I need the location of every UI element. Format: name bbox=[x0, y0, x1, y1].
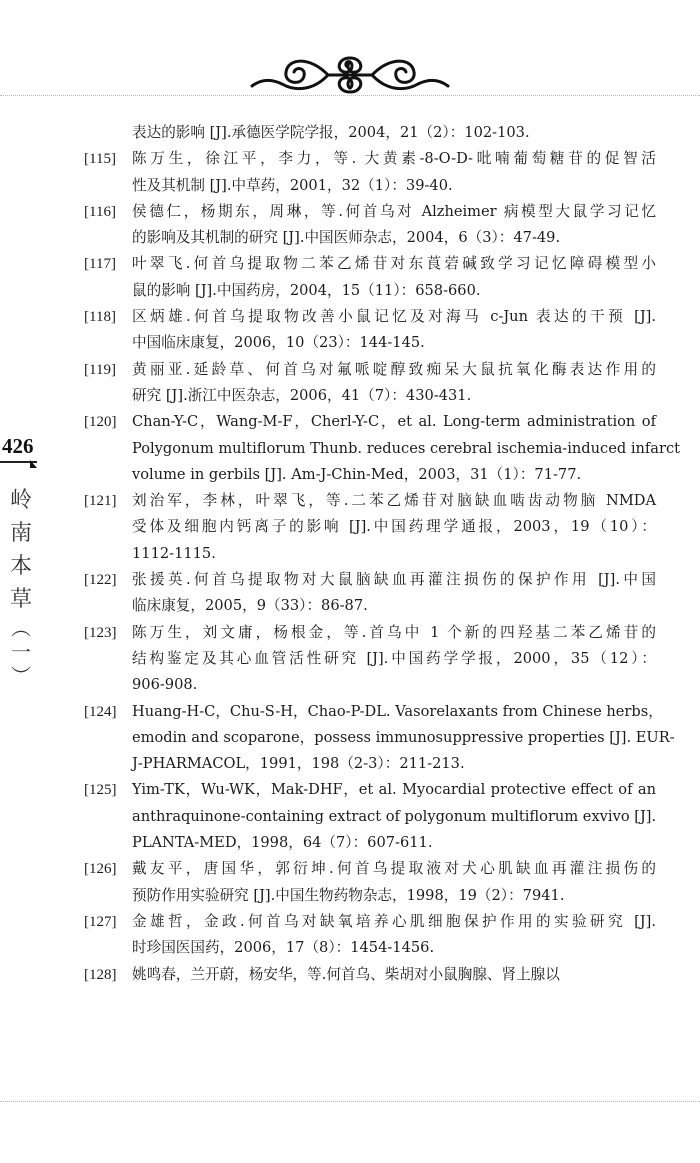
reference-number: [115] bbox=[84, 151, 116, 168]
reference-item bbox=[84, 620, 656, 699]
reference-line: 的影响及其机制的研究 [J].中国医师杂志，2004，6（3）：47-49. bbox=[132, 229, 561, 247]
reference-line: 刘治军，李林，叶翠飞，等.二苯乙烯苷对脑缺血啮齿动物脑 NMDA bbox=[132, 492, 656, 510]
reference-list bbox=[84, 120, 681, 988]
reference-line: Chan-Y-C，Wang-M-F，Cherl-Y-C，et al. Long-term administration of bbox=[132, 413, 656, 431]
reference-line: 金雄哲，金政.何首乌对缺氧培养心肌细胞保护作用的实验研究 [J]. bbox=[132, 912, 656, 930]
reference-line: 姚鸣春，兰开蔚，杨安华，等.何首乌、柴胡对小鼠胸腺、肾上腺以 bbox=[132, 965, 560, 983]
reference-line: 临床康复，2005，9（33）：86-87. bbox=[132, 597, 368, 615]
reference-item bbox=[84, 909, 656, 962]
volume-char: ︵ bbox=[11, 616, 31, 640]
reference-line: anthraquinone-containing extract of polygonum multiflorum exvivo [J]. bbox=[132, 807, 657, 825]
reference-line: Polygonum multiflorum Thunb. reduces cerebral ischemia-induced infarct bbox=[132, 439, 681, 457]
reference-line: 陈万生，徐江平，李力，等. 大黄素-8-O-D-吡喃葡萄糖苷的促智活 bbox=[132, 150, 656, 168]
reference-line: 时珍国医国药，2006，17（8）：1454-1456. bbox=[132, 939, 435, 957]
reference-number: [121] bbox=[84, 493, 117, 510]
reference-number: [120] bbox=[84, 414, 117, 431]
reference-line: 表达的影响 [J].承德医学院学报，2004，21（2）：102-103. bbox=[132, 124, 530, 141]
reference-item bbox=[84, 699, 675, 778]
bottom-rule bbox=[0, 1101, 700, 1102]
reference-line: 中国临床康复，2006，10（23）：144-145. bbox=[132, 334, 425, 352]
reference-line: 叶翠飞.何首乌提取物二苯乙烯苷对东莨菪碱致学习记忆障碍模型小 bbox=[132, 255, 656, 273]
reference-item bbox=[84, 488, 656, 567]
reference-line: 鼠的影响 [J].中国药房，2004，15（11）：658-660. bbox=[132, 281, 481, 299]
reference-item bbox=[84, 409, 681, 488]
reference-item bbox=[84, 120, 656, 146]
title-char: 南 bbox=[9, 521, 32, 546]
reference-number: [127] bbox=[84, 913, 117, 930]
reference-number: [119] bbox=[84, 361, 116, 378]
reference-line: 戴友平，唐国华，郭衍坤.何首乌提取液对犬心肌缺血再灌注损伤的 bbox=[132, 860, 656, 878]
reference-line: PLANTA-MED，1998，64（7）：607-611. bbox=[132, 834, 433, 852]
reference-number: [125] bbox=[84, 782, 117, 799]
reference-line: J-PHARMACOL，1991，198（2-3）：211-213. bbox=[132, 755, 465, 773]
reference-number: [126] bbox=[84, 861, 117, 878]
reference-line: 张援英.何首乌提取物对大鼠脑缺血再灌注损伤的保护作用 [J].中国 bbox=[132, 571, 656, 589]
reference-line: emodin and scoparone，possess immunosuppressive properties [J]. EUR- bbox=[132, 728, 675, 746]
reference-line: Yim-TK，Wu-WK，Mak-DHF，et al. Myocardial protective effect of an bbox=[132, 781, 656, 799]
reference-line: 906-908. bbox=[132, 676, 198, 694]
volume-char: ︶ bbox=[11, 664, 31, 688]
reference-item bbox=[84, 856, 656, 909]
page-number: 426 bbox=[2, 434, 34, 458]
reference-item bbox=[84, 304, 656, 357]
reference-number: [122] bbox=[84, 572, 117, 589]
reference-item bbox=[84, 251, 656, 304]
reference-line: 黄丽亚.延龄草、何首乌对氟哌啶醇致痴呆大鼠抗氧化酶表达作用的 bbox=[132, 360, 656, 378]
reference-number: [123] bbox=[84, 624, 117, 641]
volume-char: 一 bbox=[11, 640, 31, 664]
reference-line: 陈万生，刘文庸，杨根金，等.首乌中 1 个新的四羟基二苯乙烯苷的 bbox=[132, 623, 656, 641]
reference-line: volume in gerbils [J]. Am-J-Chin-Med，2003，31（1）：71-77. bbox=[132, 465, 582, 483]
reference-line: 1112-1115. bbox=[132, 544, 216, 562]
reference-number: [124] bbox=[84, 703, 117, 720]
reference-line: Huang-H-C，Chu-S-H，Chao-P-DL. Vasorelaxants from Chinese herbs， bbox=[132, 702, 663, 720]
reference-line: 性及其机制 [J].中草药，2001，32（1）：39-40. bbox=[132, 176, 453, 194]
reference-line: 区炳雄.何首乌提取物改善小鼠记忆及对海马 c-Jun 表达的干预 [J]. bbox=[132, 308, 656, 326]
title-char: 岭 bbox=[9, 488, 32, 513]
book-title-vertical bbox=[8, 484, 34, 688]
reference-line: 结构鉴定及其心血管活性研究 [J].中国药学学报，2000，35（12）： bbox=[132, 649, 656, 667]
tab-marker-icon bbox=[30, 460, 37, 468]
reference-line: 受体及细胞内钙离子的影响 [J].中国药理学通报，2003，19（10）： bbox=[132, 518, 656, 536]
reference-line: 预防作用实验研究 [J].中国生物药物杂志，1998，19（2）：7941. bbox=[132, 886, 565, 904]
header-ornament bbox=[230, 50, 470, 100]
reference-line: 侯德仁，杨期东，周琳，等.何首乌对 Alzheimer 病模型大鼠学习记忆 bbox=[132, 202, 656, 220]
title-char: 本 bbox=[9, 554, 32, 579]
top-rule bbox=[0, 95, 700, 96]
title-char: 草 bbox=[9, 587, 32, 612]
reference-line: 研究 [J].浙江中医杂志，2006，41（7）：430-431. bbox=[132, 386, 472, 404]
reference-number: [118] bbox=[84, 309, 116, 326]
side-tab bbox=[0, 434, 40, 688]
reference-number: [128] bbox=[84, 966, 117, 983]
reference-number: [117] bbox=[84, 256, 116, 273]
reference-number: [116] bbox=[84, 203, 116, 220]
reference-item bbox=[84, 777, 656, 856]
reference-item bbox=[84, 357, 656, 410]
reference-item bbox=[84, 962, 656, 988]
reference-item bbox=[84, 199, 656, 252]
reference-item bbox=[84, 146, 656, 199]
reference-item bbox=[84, 567, 656, 620]
